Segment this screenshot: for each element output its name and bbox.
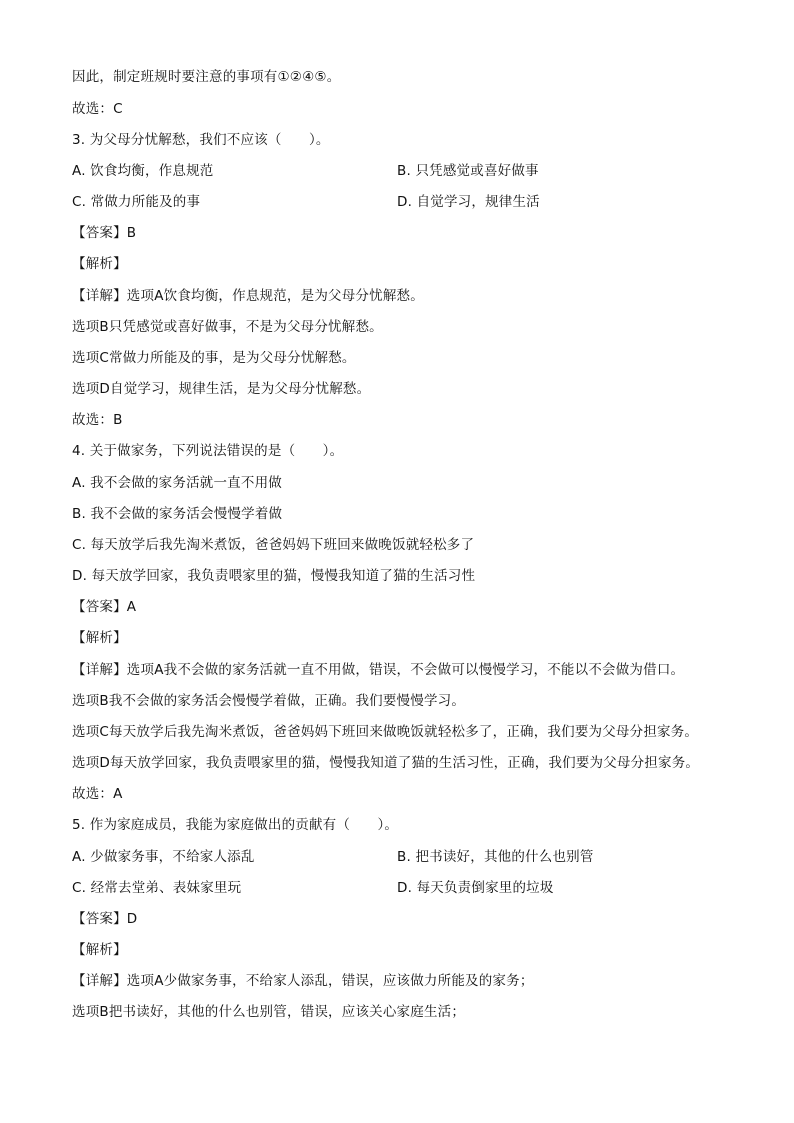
question-4-detail-d: 选项D每天放学回家，我负责喂家里的猫，慢慢我知道了猫的生活习性，正确，我们要为父母分担家务。 (72, 755, 700, 771)
question-3-option-b: B. 只凭感觉或喜好做事 (397, 163, 539, 179)
question-3-option-c: C. 常做力所能及的事 (72, 194, 201, 210)
question-3-detail-d: 选项D自觉学习，规律生活，是为父母分忧解愁。 (72, 381, 371, 397)
question-4-option-c: C. 每天放学后我先淘米煮饭，爸爸妈妈下班回来做晚饭就轻松多了 (72, 537, 475, 553)
question-5-option-d: D. 每天负责倒家里的垃圾 (397, 880, 554, 896)
question-4-detail-a: 【详解】选项A我不会做的家务活就一直不用做，错误，不会做可以慢慢学习，不能以不会做为借口。 (72, 662, 685, 678)
question-3-detail-a: 【详解】选项A饮食均衡，作息规范，是为父母分忧解愁。 (72, 288, 424, 304)
question-3-choice: 故选：B (72, 412, 123, 428)
question-5-option-a: A. 少做家务事，不给家人添乱 (72, 849, 255, 865)
question-3-detail-b: 选项B只凭感觉或喜好做事，不是为父母分忧解愁。 (72, 319, 383, 335)
question-5-answer: 【答案】D (72, 911, 138, 927)
question-5-stem: 5. 作为家庭成员，我能为家庭做出的贡献有（ ）。 (72, 817, 399, 833)
question-4-detail-b: 选项B我不会做的家务活会慢慢学着做，正确。我们要慢慢学习。 (72, 693, 466, 709)
question-5-analysis-heading: 【解析】 (72, 942, 127, 958)
question-3-analysis-heading: 【解析】 (72, 256, 127, 272)
question-4-choice: 故选：A (72, 786, 123, 802)
question-5-detail-a: 【详解】选项A少做家务事，不给家人添乱，错误，应该做力所能及的家务； (72, 973, 534, 989)
question-4-answer: 【答案】A (72, 599, 137, 615)
question-4-option-b: B. 我不会做的家务活会慢慢学着做 (72, 506, 283, 522)
question-3-stem: 3. 为父母分忧解愁，我们不应该（ ）。 (72, 132, 330, 148)
question-4-detail-c: 选项C每天放学后我先淘米煮饭，爸爸妈妈下班回来做晚饭就轻松多了，正确，我们要为父母分担家务。 (72, 724, 699, 740)
question-3-option-a: A. 饮食均衡，作息规范 (72, 163, 214, 179)
question-5-option-c: C. 经常去堂弟、表妹家里玩 (72, 880, 242, 896)
question-4-option-a: A. 我不会做的家务活就一直不用做 (72, 475, 282, 491)
answer-choice-line: 故选：C (72, 101, 123, 117)
question-3-detail-c: 选项C常做力所能及的事，是为父母分忧解愁。 (72, 350, 356, 366)
question-5-option-b: B. 把书读好，其他的什么也别管 (397, 849, 594, 865)
question-5-detail-b: 选项B把书读好，其他的什么也别管，错误，应该关心家庭生活； (72, 1004, 466, 1020)
question-4-option-d: D. 每天放学回家，我负责喂家里的猫，慢慢我知道了猫的生活习性 (72, 568, 476, 584)
question-3-answer: 【答案】B (72, 225, 137, 241)
question-4-analysis-heading: 【解析】 (72, 630, 127, 646)
summary-line: 因此，制定班规时要注意的事项有①②④⑤。 (72, 69, 341, 85)
question-4-stem: 4. 关于做家务，下列说法错误的是（ ）。 (72, 443, 344, 459)
question-3-option-d: D. 自觉学习，规律生活 (397, 194, 540, 210)
